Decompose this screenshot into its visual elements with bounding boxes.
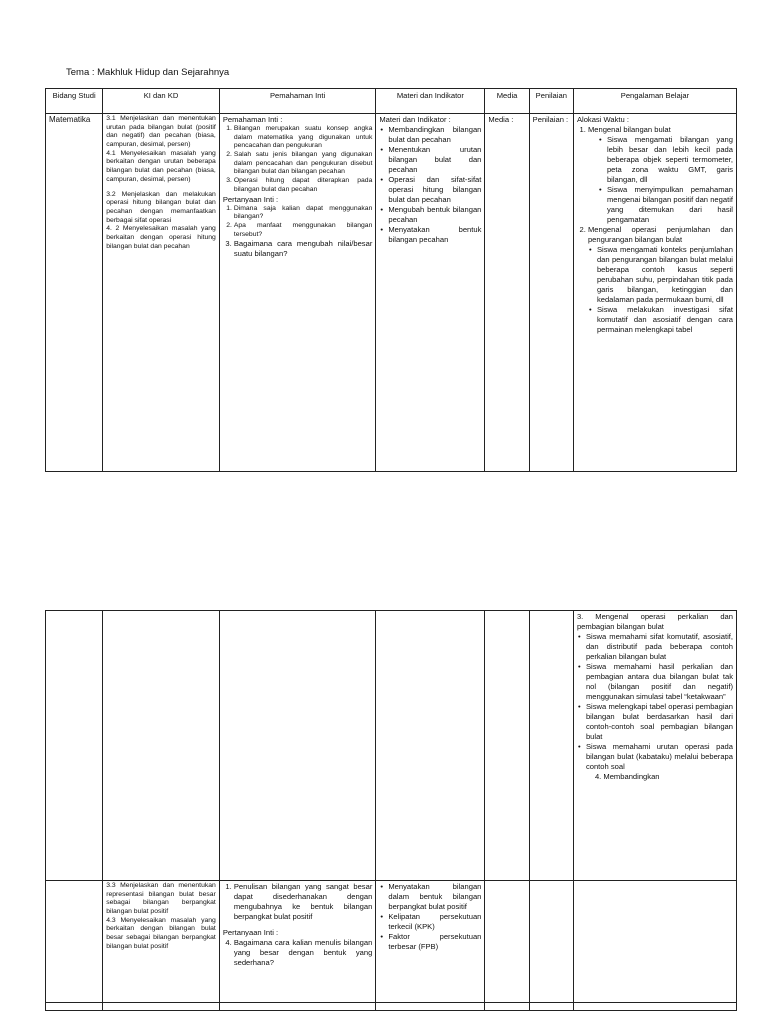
empty-cell <box>485 611 529 881</box>
table-row <box>46 611 737 881</box>
list-item: 4. Bagaimana cara kalian menulis bilangan yang besar dengan bentuk yang sederhana? <box>234 938 373 968</box>
list-item: • Kelipatan persekutuan terkecil (KPK) <box>388 912 481 932</box>
empty-cell <box>46 1003 103 1011</box>
pengalaman-belajar-cell <box>573 611 736 881</box>
list-item: • Siswa mengamati konteks penjumlahan dan pengurangan bilangan bulat melalui beberapa contoh kasus seperti perubahan suhu, perpindahan titik pada garis bilangan, ketinggian dan kedalaman pada permukaan bumi, dll <box>597 245 733 305</box>
pertanyaan-list <box>223 938 373 968</box>
header-ki-kd: KI dan KD <box>103 89 220 114</box>
pemahaman-inti-cell <box>219 114 376 472</box>
empty-cell <box>46 881 103 1003</box>
empty-cell <box>529 1003 573 1011</box>
pengalaman-sublist <box>577 632 733 772</box>
list-item: • Siswa menyimpulkan pemahaman mengenai bilangan positif dan negatif yang ditemukan dari hasil pengamatan <box>607 185 733 225</box>
header-pemahaman-inti: Pemahaman Inti <box>219 89 376 114</box>
lesson-plan-table-page-1 <box>45 88 737 472</box>
empty-cell <box>103 1003 220 1011</box>
empty-cell <box>376 1003 485 1011</box>
pengalaman-heading: Mengenal bilangan bulat <box>587 125 671 135</box>
materi-list <box>379 882 481 952</box>
list-item: • Operasi dan sifat-sifat operasi hitung bilangan bulat dan pecahan <box>388 175 481 205</box>
pengalaman-sublist <box>588 245 733 335</box>
empty-cell <box>219 1003 376 1011</box>
penilaian-cell: Penilaian : <box>529 114 573 472</box>
list-item: 1. Dimana saja kalian dapat menggunakan bilangan? <box>234 205 373 222</box>
list-item: 2. Apa manfaat menggunakan bilangan tersebut? <box>234 222 373 239</box>
list-item: • Mengubah bentuk bilangan pecahan <box>388 205 481 225</box>
list-item: • Faktor persekutuan terbesar (FPB) <box>388 932 481 952</box>
list-item: • Siswa memahami hasil perkalian dan pembagian antara dua bilangan bulat tak nol (bilangan positif dan negatif) menggunakan simulasi tabel “ketakwaan” <box>586 662 733 702</box>
pengalaman-heading: Mengenal operasi penjumlahan dan pengurangan bilangan bulat <box>587 225 733 245</box>
list-item: 1. Penulisan bilangan yang sangat besar dapat disederhanakan dengan mengubahnya ke bentuk bilangan berpangkat bulat positif <box>234 882 373 922</box>
header-penilaian: Penilaian <box>529 89 573 114</box>
list-item: • Menentukan urutan bilangan bulat dan pecahan <box>388 145 481 175</box>
pemahaman-inti-cell <box>219 881 376 1003</box>
ki-kd-cell <box>103 114 220 472</box>
pemahaman-label: Pemahaman Inti : <box>222 115 283 124</box>
list-item: • Siswa melakukan investigasi sifat komutatif dan asosiatif dengan cara permainan melengkapi tabel <box>597 305 733 335</box>
pengalaman-belajar-cell <box>573 114 736 472</box>
alokasi-waktu-label: Alokasi Waktu : <box>576 115 629 124</box>
pengalaman-list <box>577 125 733 335</box>
materi-indikator-cell <box>376 114 485 472</box>
pengalaman-item-1 <box>588 125 733 225</box>
list-item: 2. Salah satu jenis bilangan yang digunakan dalam pencacahan dan pengukuran disebut bilangan bulat dan bilangan pecahan <box>234 151 373 177</box>
pengalaman-sublist <box>588 135 733 225</box>
empty-cell <box>376 611 485 881</box>
kd-4-1: 4.1 Menyelesaikan masalah yang berkaitan dengan urutan beberapa bilangan bulat dan pecahan (biasa, campuran, desimal, persen) <box>106 149 216 183</box>
document-title: Tema : Makhluk Hidup dan Sejarahnya <box>66 67 230 78</box>
list-item: 3. Operasi hitung dapat diterapkan pada bilangan bulat dan pecahan <box>234 177 373 194</box>
table-row <box>46 1003 737 1011</box>
kd-3-1: 3.1 Menjelaskan dan menentukan urutan pada bilangan bulat (positif dan negatif) dan pecahan (biasa, campuran, desimal, persen) <box>106 115 216 149</box>
empty-cell <box>529 611 573 881</box>
header-media: Media <box>485 89 529 114</box>
table-row <box>46 114 737 472</box>
pertanyaan-label: Pertanyaan Inti : <box>222 194 279 204</box>
lesson-plan-table-page-2 <box>45 610 737 1011</box>
materi-label: Materi dan Indikator : <box>379 115 451 124</box>
list-item: 1. Bilangan merupakan suatu konsep angka dalam matematika yang digunakan untuk pencacahan dan pengukuran <box>234 125 373 151</box>
empty-cell <box>103 611 220 881</box>
list-item: • Siswa melengkapi tabel operasi pembagian bilangan bulat berdasarkan hasil dari contoh-contoh soal pembagian bilangan bulat <box>586 702 733 742</box>
bidang-studi-cell: Matematika <box>46 114 103 472</box>
header-bidang-studi: Bidang Studi <box>46 89 103 114</box>
header-row <box>46 89 737 114</box>
pertanyaan-label: Pertanyaan Inti : <box>222 928 279 938</box>
list-item: • Siswa mengamati bilangan yang lebih besar dan lebih kecil pada beberapa objek seperti termometer, peta zona waktu GMT, garis bilangan, dll <box>607 135 733 185</box>
header-materi-indikator: Materi dan Indikator <box>376 89 485 114</box>
empty-cell <box>573 1003 736 1011</box>
ki-kd-cell <box>103 881 220 1003</box>
empty-cell <box>219 611 376 881</box>
materi-indikator-cell <box>376 881 485 1003</box>
pengalaman-heading: 3. Mengenal operasi perkalian dan pembagian bilangan bulat <box>576 612 733 632</box>
pemahaman-list <box>223 882 373 922</box>
table-row <box>46 881 737 1003</box>
kd-3-3: 3.3 Menjelaskan dan menentukan representasi bilangan bulat besar sebagai bilangan berpangkat bilangan bulat positif <box>106 882 216 916</box>
kd-4-3: 4.3 Menyelesaikan masalah yang berkaitan dengan bilangan bulat besar sebagai bilangan berpangkat bilangan bulat positif <box>106 916 216 950</box>
list-item: 3. Bagaimana cara mengubah nilai/besar suatu bilangan? <box>234 239 373 258</box>
empty-cell <box>573 881 736 1003</box>
list-item: • Membandingkan bilangan bulat dan pecahan <box>388 125 481 145</box>
empty-cell <box>485 1003 529 1011</box>
pengalaman-item-2 <box>588 225 733 335</box>
empty-cell <box>529 881 573 1003</box>
empty-cell <box>46 611 103 881</box>
list-item: • Menyatakan bilangan dalam bentuk bilangan berpangkat bulat positif <box>388 882 481 912</box>
media-cell: Media : <box>485 114 529 472</box>
pertanyaan-list <box>223 205 373 259</box>
list-item: • Siswa memahami sifat komutatif, asosiatif, dan distributif pada beberapa contoh perkalian bilangan bulat <box>586 632 733 662</box>
header-pengalaman-belajar: Pengalaman Belajar <box>573 89 736 114</box>
kd-4-2: 4. 2 Menyelesaikan masalah yang berkaitan dengan operasi hitung bilangan bulat dan pecahan <box>106 225 216 250</box>
materi-list <box>379 125 481 245</box>
list-item: • Siswa memahami urutan operasi pada bilangan bulat (kabataku) melalui beberapa contoh soal <box>586 742 733 772</box>
kd-3-2: 3.2 Menjelaskan dan melakukan operasi hitung bilangan bulat dan pecahan dengan memanfaatkan berbagai sifat operasi <box>106 190 216 224</box>
list-item: • Menyatakan bentuk bilangan pecahan <box>388 225 481 245</box>
pengalaman-heading: 4. Membandingkan <box>594 772 660 782</box>
pemahaman-list <box>223 125 373 195</box>
empty-cell <box>485 881 529 1003</box>
